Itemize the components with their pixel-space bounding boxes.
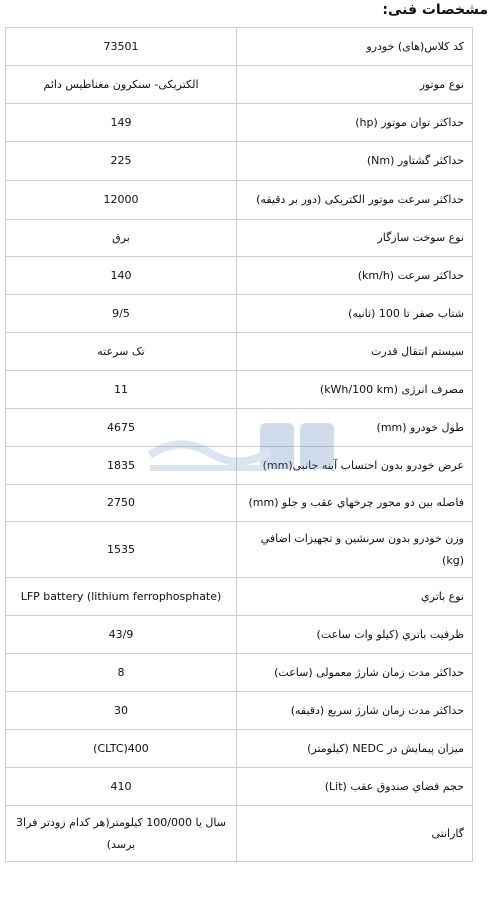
table-row: [6, 219, 472, 256]
spec-value: 410: [110, 779, 132, 793]
spec-value: (CLTC)400: [93, 741, 149, 755]
section-heading: مشخصات فنی:: [382, 2, 488, 18]
table-row: [6, 332, 472, 370]
spec-value: 2750: [107, 496, 135, 509]
spec-label: نوع موتور: [236, 66, 472, 103]
spec-value: 3سال یا 100/000 کیلومتر(هر کدام زودتر فرا برسد): [16, 815, 226, 851]
spec-value: تک سرعته: [97, 344, 145, 358]
table-row: [6, 615, 472, 653]
spec-label: عرض خودرو بدون احتساب آینه جانبی(mm): [236, 447, 472, 484]
specs-table: [5, 27, 473, 862]
table-row: [6, 767, 472, 805]
table-row: [6, 521, 472, 577]
table-row: [6, 180, 472, 219]
spec-label: حداکثر گشتاور (Nm): [236, 142, 472, 180]
spec-value: 1835: [107, 458, 135, 472]
table-row: [6, 141, 472, 180]
table-row: [6, 65, 472, 103]
spec-label: طول خودرو (mm): [236, 409, 472, 446]
spec-value: 12000: [103, 193, 139, 206]
spec-label: مصرف انرژی (kWh/100 km): [236, 371, 472, 408]
table-row: [6, 256, 472, 294]
spec-value: 149: [110, 115, 132, 129]
spec-label: گارانتی: [236, 806, 472, 861]
spec-value: 9/5: [112, 306, 130, 320]
table-row: [6, 484, 472, 521]
table-row: [6, 805, 472, 861]
spec-label: نوع باتري: [236, 578, 472, 615]
spec-label: حداکثر سرعت (km/h): [236, 257, 472, 294]
spec-label: نوع سوخت سازگار: [236, 220, 472, 256]
spec-value: LFP battery (lithium ferrophosphate): [20, 589, 222, 603]
spec-label: حداکثر سرعت موتور الکتریکی (دور بر دقیقه): [236, 181, 472, 219]
spec-label: فاصله بین دو محور چرخهاي عقب و جلو (mm): [236, 485, 472, 521]
spec-value: 43/9: [108, 627, 134, 641]
spec-label: حداکثر توان موتور (hp): [236, 104, 472, 141]
spec-label: ظرفیت باتري (کیلو وات ساعت): [236, 616, 472, 653]
spec-label: حداکثر مدت زمان شارژ معمولی (ساعت): [236, 654, 472, 691]
spec-value: برق: [112, 231, 130, 244]
spec-label: میزان پیمایش در NEDC (کیلومتر): [236, 730, 472, 767]
spec-value: 73501: [103, 39, 139, 53]
table-row: [6, 446, 472, 484]
table-row: [6, 103, 472, 141]
spec-value: 1535: [107, 542, 135, 556]
spec-label: وزن خودرو بدون سرنشین و تجهیزات اضافي (kg): [236, 522, 472, 577]
spec-value: 4675: [107, 420, 135, 434]
spec-value: الکتریکی- سنکرون مغناطیس دائم: [43, 77, 199, 91]
spec-label: سیستم انتقال قدرت: [236, 333, 472, 370]
spec-label: شتاب صفر تا 100 (ثانیه): [236, 295, 472, 332]
table-row: [6, 691, 472, 729]
table-row: [6, 577, 472, 615]
spec-value: 11: [114, 382, 128, 396]
spec-label: حجم فضاي صندوق عقب (Lit): [236, 768, 472, 805]
spec-value: 225: [110, 154, 132, 167]
table-row: [6, 28, 472, 65]
table-row: [6, 408, 472, 446]
spec-value: 140: [110, 268, 132, 282]
spec-value: 8: [117, 665, 125, 679]
table-row: [6, 294, 472, 332]
spec-label: کد کلاس(های) خودرو: [236, 28, 472, 65]
table-row: [6, 653, 472, 691]
spec-value: 30: [114, 703, 128, 717]
spec-label: حداکثر مدت زمان شارژ سریع (دقیقه): [236, 692, 472, 729]
table-row: [6, 370, 472, 408]
table-row: [6, 729, 472, 767]
